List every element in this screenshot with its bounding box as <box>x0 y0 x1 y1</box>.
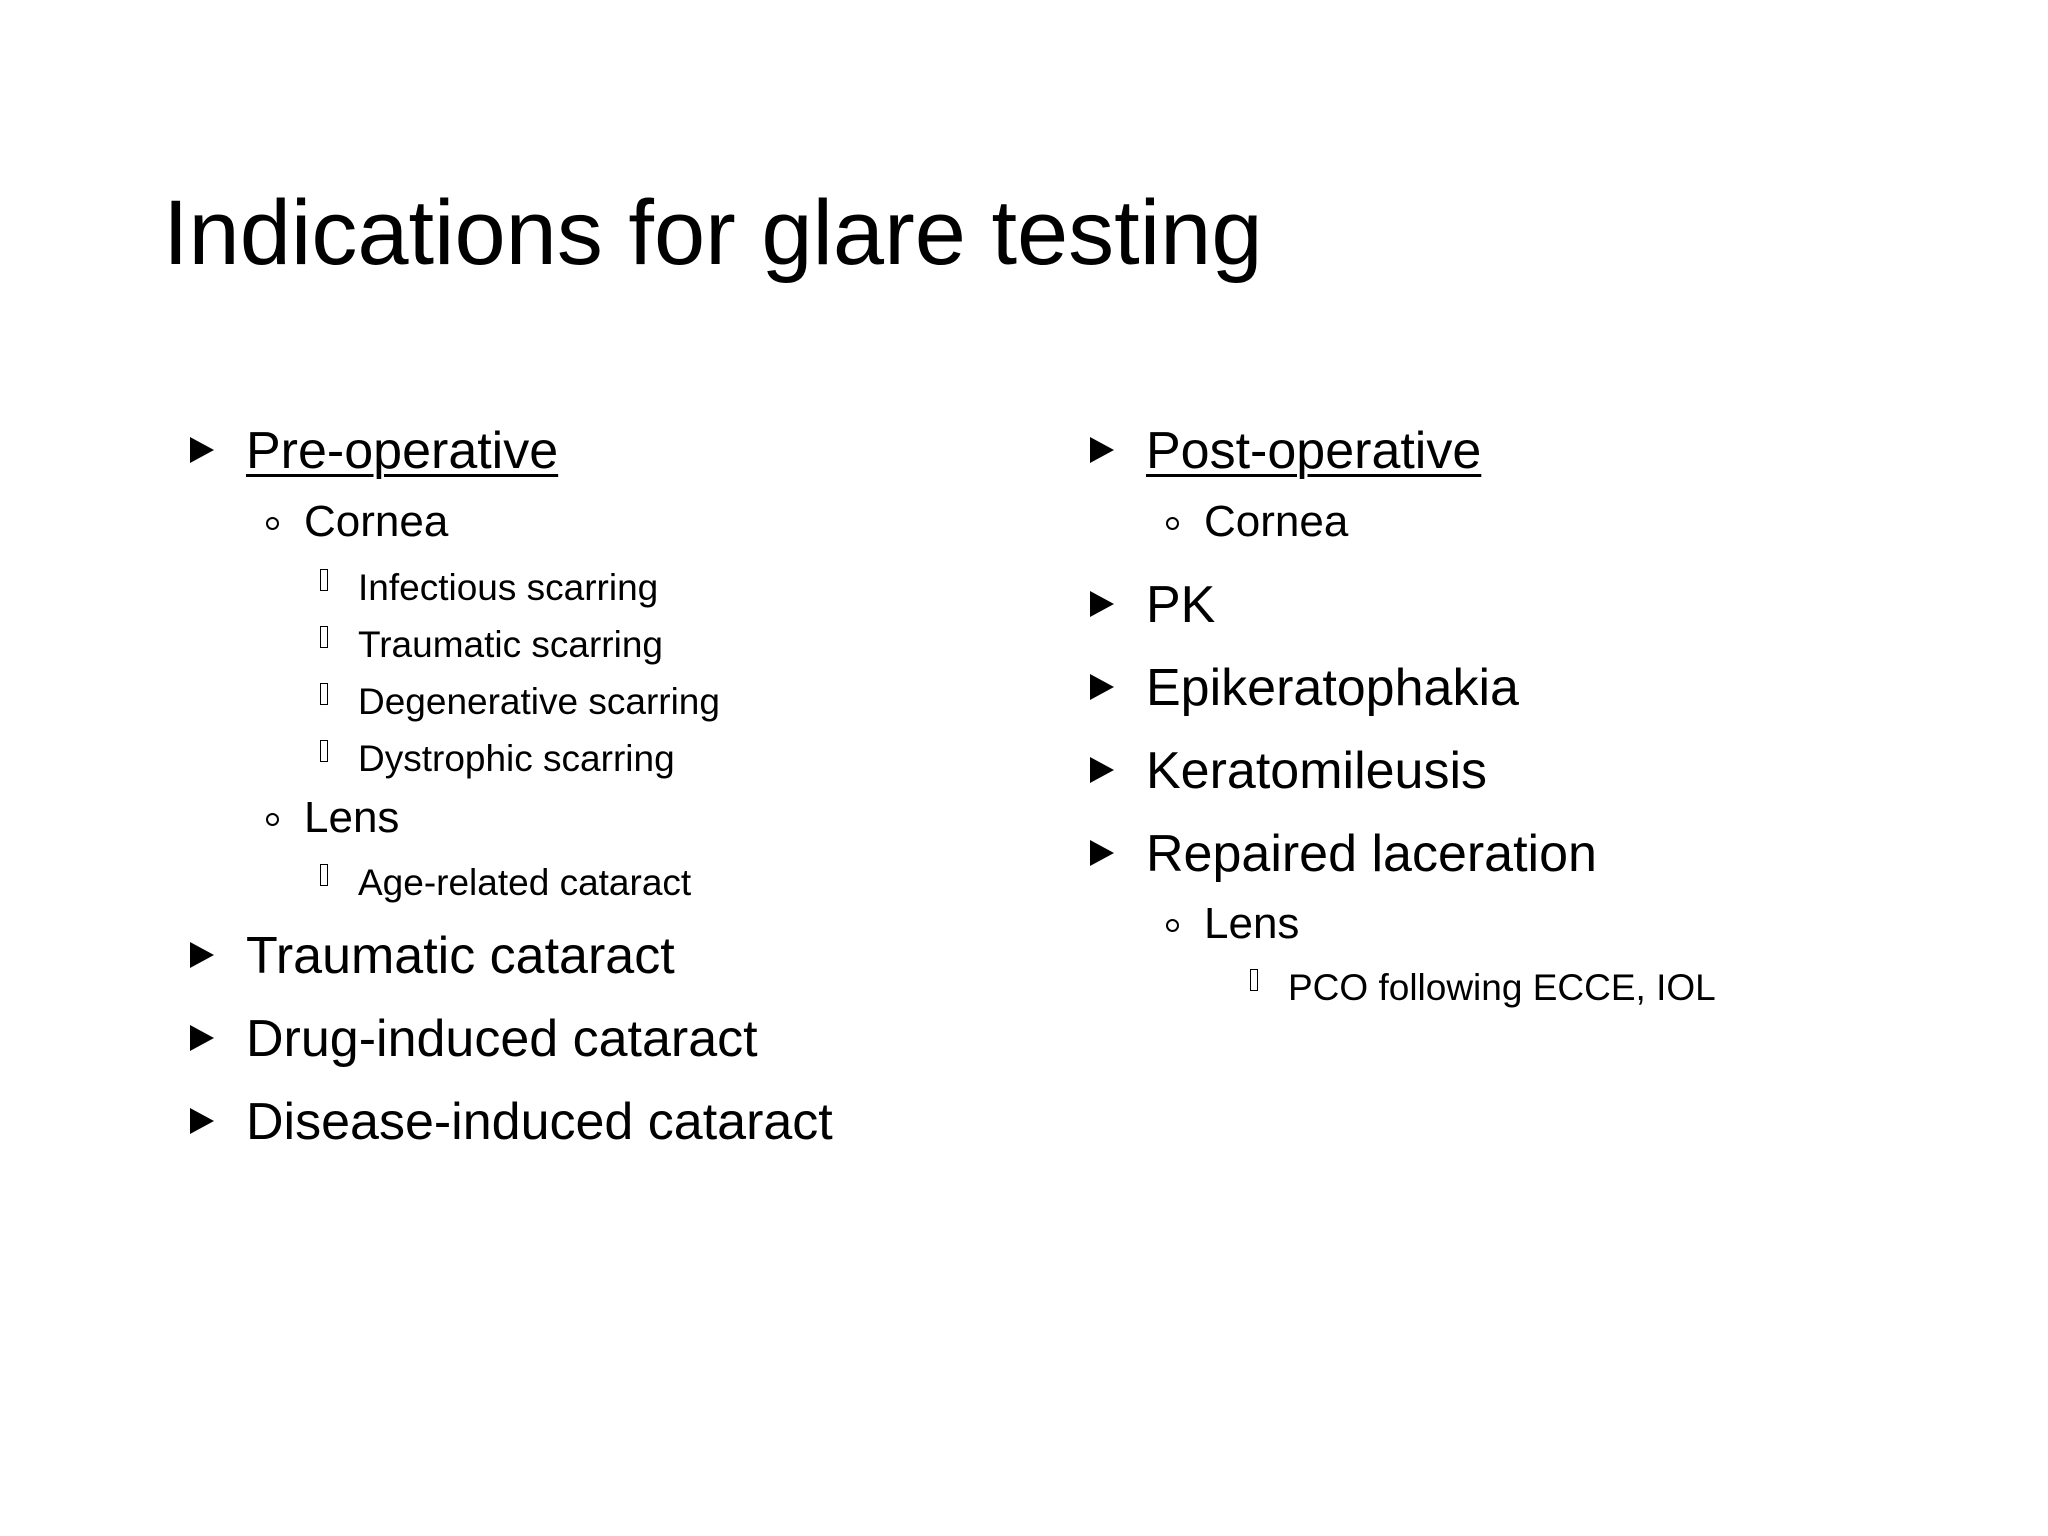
slide-title: Indications for glare testing <box>163 182 1263 284</box>
lens-label: Lens <box>304 793 400 842</box>
cornea-label: Cornea <box>304 497 449 546</box>
pre-operative-heading: Pre-operative <box>246 422 559 480</box>
triangle-bullet-icon <box>190 1025 214 1051</box>
circle-bullet-icon <box>1166 517 1179 530</box>
circle-bullet-icon <box>266 517 279 530</box>
triangle-bullet-icon <box>1090 840 1114 866</box>
square-bullet-icon <box>320 864 328 886</box>
bullet-text: Disease-induced cataract <box>246 1093 833 1151</box>
lens-label: Lens <box>1204 899 1300 948</box>
list-item-text: Dystrophic scarring <box>358 738 675 779</box>
square-bullet-icon <box>320 569 328 591</box>
square-bullet-icon <box>320 740 328 762</box>
triangle-bullet-icon <box>1090 674 1114 700</box>
triangle-bullet-icon <box>190 1108 214 1134</box>
square-bullet-icon <box>320 683 328 705</box>
bullet-text: PK <box>1146 576 1216 634</box>
bullet-text: Epikeratophakia <box>1146 659 1519 717</box>
circle-bullet-icon <box>266 813 279 826</box>
triangle-bullet-icon <box>1090 437 1114 463</box>
list-item-text: PCO following ECCE, IOL <box>1288 967 1716 1008</box>
post-operative-heading: Post-operative <box>1146 422 1482 480</box>
bullet-text: Keratomileusis <box>1146 742 1488 800</box>
bullet-text: Drug-induced cataract <box>246 1010 758 1068</box>
list-item-text: Degenerative scarring <box>358 681 720 722</box>
square-bullet-icon <box>320 626 328 648</box>
bullet-text: Repaired laceration <box>1146 825 1597 883</box>
triangle-bullet-icon <box>190 437 214 463</box>
cornea-label: Cornea <box>1204 497 1349 546</box>
list-item-text: Infectious scarring <box>358 567 659 608</box>
circle-bullet-icon <box>1166 919 1179 932</box>
list-item-text: Traumatic scarring <box>358 624 663 665</box>
triangle-bullet-icon <box>1090 757 1114 783</box>
square-bullet-icon <box>1250 969 1258 991</box>
triangle-bullet-icon <box>190 942 214 968</box>
triangle-bullet-icon <box>1090 591 1114 617</box>
bullet-text: Traumatic cataract <box>246 927 675 985</box>
list-item-text: Age-related cataract <box>358 862 692 903</box>
